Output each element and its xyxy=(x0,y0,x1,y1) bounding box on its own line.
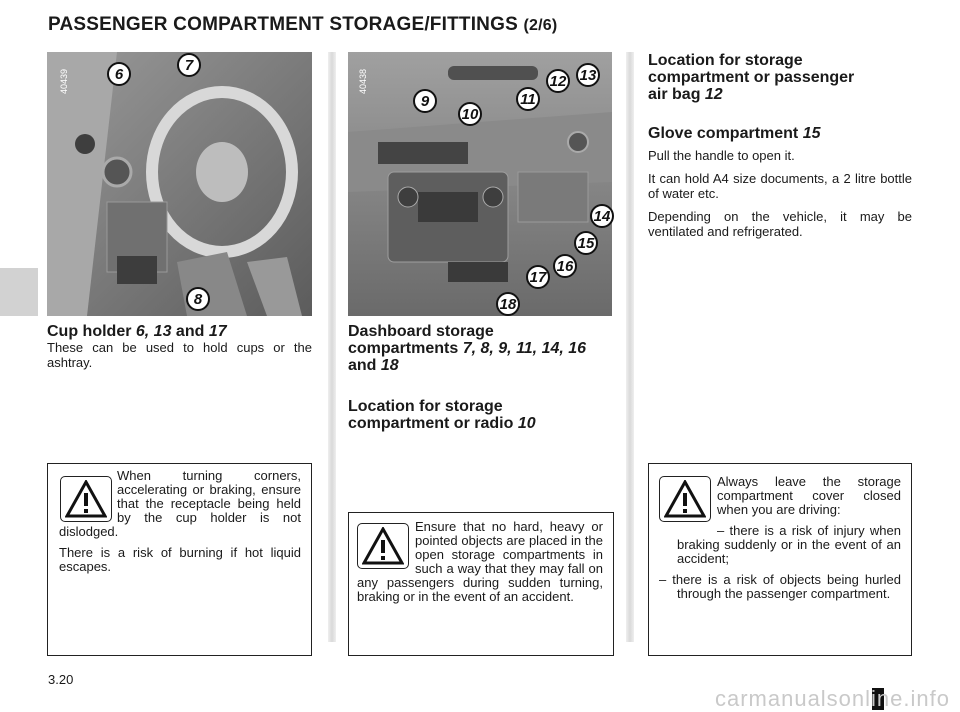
dashboard-storage-heading: Dashboard storage compartments 7, 8, 9, 11, 14, 16 and 18 xyxy=(348,323,587,374)
warning-text-dashboard: Ensure that no hard, heavy or pointed objects are placed in the open storage compartments in such a way that they may fall on any passengers during sudden turning, braking or in the event of an accident. xyxy=(357,519,603,604)
cup-holder-body: These can be used to hold cups or the ashtray. xyxy=(47,340,312,370)
callout-badge: 6 xyxy=(107,62,131,86)
page-number: 3.20 xyxy=(48,672,74,687)
callout-badge: 14 xyxy=(590,204,614,228)
callout-badge: 9 xyxy=(413,89,437,113)
dashboard-storage-section xyxy=(348,323,614,432)
callout-badge: 17 xyxy=(526,265,550,289)
section-tab xyxy=(0,268,38,316)
title-page-indicator: (2/6) xyxy=(523,17,558,34)
callout-badge: 13 xyxy=(576,63,600,87)
column-divider xyxy=(626,52,634,642)
glove-paragraph-1: Pull the handle to open it. xyxy=(648,148,795,163)
column-divider xyxy=(328,52,336,642)
callout-badge: 16 xyxy=(553,254,577,278)
figure-ref-number: 40438 xyxy=(358,68,368,94)
callout-badge: 18 xyxy=(496,292,520,316)
footer-watermark: carmanualsonline.info xyxy=(714,686,950,711)
cup-holder-heading: Cup holder 6, 13 and 17 xyxy=(47,323,227,340)
callout-badge: 7 xyxy=(177,53,201,77)
cup-holder-section xyxy=(47,323,312,378)
callout-badge: 8 xyxy=(186,287,210,311)
radio-storage-heading: Location for storage compartment or radio 10 xyxy=(348,398,536,432)
glove-paragraph-3: Depending on the vehicle, it may be ventilated and refrigerated. xyxy=(648,209,912,239)
warning-text-cup-holder: When turning corners, accelerating or braking, ensure that the receptacle being held by the cup holder is not dislodged. There is a risk of burning if hot liquid escapes. xyxy=(59,468,301,574)
dashboard-left-figure xyxy=(47,52,312,316)
glove-paragraph-2: It can hold A4 size documents, a 2 litre bottle of water etc. xyxy=(648,171,912,201)
figure-ref-number: 40439 xyxy=(59,68,69,94)
callout-badge: 12 xyxy=(546,69,570,93)
callout-badge: 11 xyxy=(516,87,540,111)
glove-compartment-heading: Glove compartment 15 xyxy=(648,125,821,142)
passenger-airbag-storage-heading: Location for storage compartment or passenger air bag 12 xyxy=(648,52,855,103)
right-text-section xyxy=(648,52,912,247)
dashboard-center-figure xyxy=(348,52,612,316)
warning-text-glove: Always leave the storage compartment cover closed when you are driving: – there is a risk of injury when braking suddenly or in the event of an accident; – there is a risk of objects being hurled through the passenger compartment. xyxy=(659,474,901,601)
callout-badge: 10 xyxy=(458,102,482,126)
page-title: PASSENGER COMPARTMENT STORAGE/FITTINGS (2/6) xyxy=(48,14,558,35)
callout-badge: 15 xyxy=(574,231,598,255)
